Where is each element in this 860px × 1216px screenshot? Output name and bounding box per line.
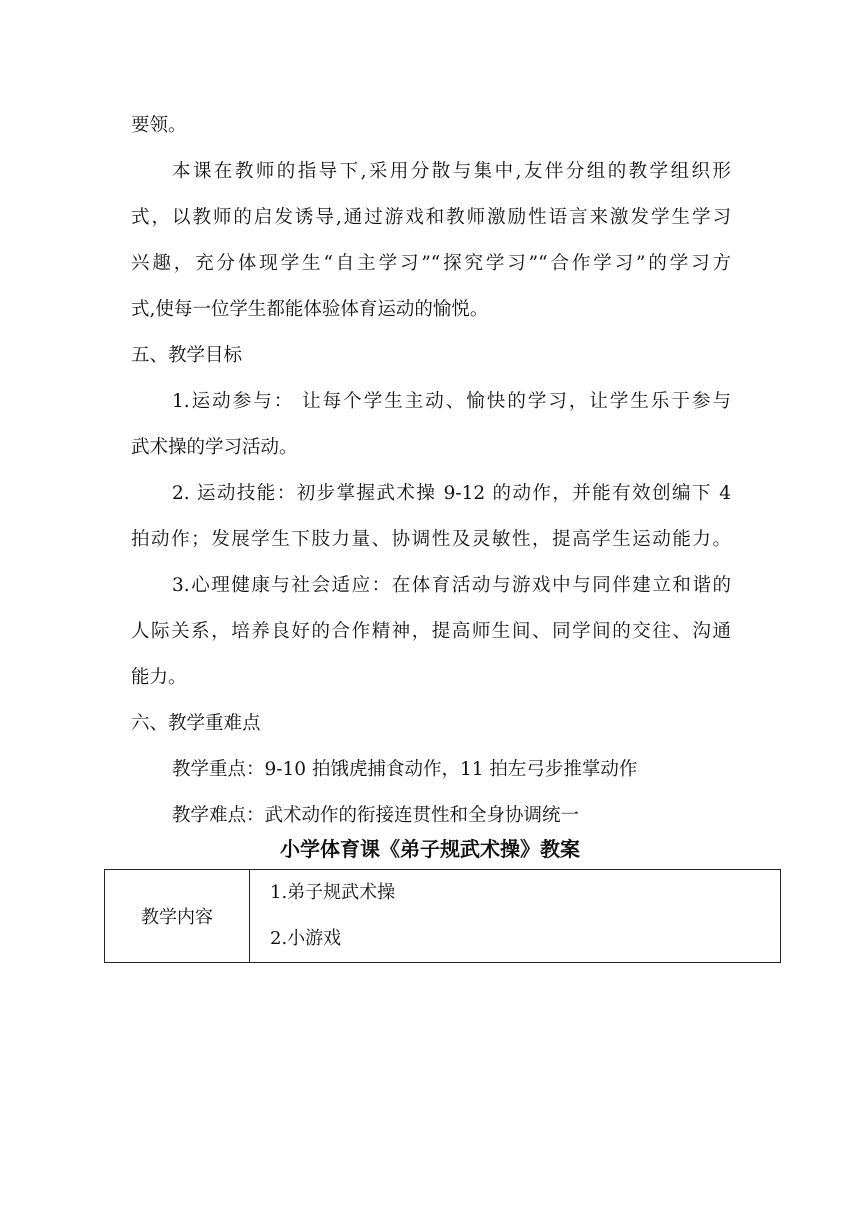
paragraph-line: 式，以教师的启发诱导,通过游戏和教师激励性语言来激发学生学习	[131, 207, 731, 228]
lesson-plan-title: 小学体育课《弟子规武术操》教案	[280, 837, 580, 861]
paragraph-line: 本课在教师的指导下,采用分散与集中,友伴分组的教学组织形	[172, 161, 731, 182]
difficulty-line: 教学难点：武术动作的衔接连贯性和全身协调统一	[172, 805, 580, 826]
paragraph-line: 2. 运动技能：初步掌握武术操 9-12 的动作，并能有效创编下 4	[172, 483, 731, 504]
content-item: 1.弟子规武术操	[270, 882, 396, 903]
paragraph-line: 人际关系，培养良好的合作精神，提高师生间、同学间的交往、沟通	[131, 621, 731, 642]
key-point-line: 教学重点：9-10 拍饿虎捕食动作，11 拍左弓步推掌动作	[172, 759, 638, 780]
section-heading: 五、教学目标	[131, 345, 243, 366]
content-item: 2.小游戏	[270, 928, 342, 949]
paragraph-line: 兴趣，充分体现学生“自主学习”“探究学习”“合作学习”的学习方	[131, 253, 731, 274]
table-label-cell: 教学内容	[105, 870, 250, 963]
paragraph-line: 1.运动参与： 让每个学生主动、愉快的学习，让学生乐于参与	[172, 391, 731, 412]
table-row	[105, 870, 781, 963]
paragraph-line: 拍动作；发展学生下肢力量、协调性及灵敏性，提高学生运动能力。	[131, 529, 731, 550]
paragraph-line: 式,使每一位学生都能体验体育运动的愉悦。	[131, 299, 489, 320]
section-heading: 六、教学重难点	[131, 713, 261, 734]
paragraph-line: 3.心理健康与社会适应：在体育活动与游戏中与同伴建立和谐的	[172, 575, 731, 596]
paragraph-line: 要领。	[131, 115, 187, 136]
table-content-cell	[250, 870, 781, 963]
paragraph-line: 能力。	[131, 667, 187, 688]
paragraph-line: 武术操的学习活动。	[131, 437, 298, 458]
lesson-plan-table	[104, 869, 781, 963]
